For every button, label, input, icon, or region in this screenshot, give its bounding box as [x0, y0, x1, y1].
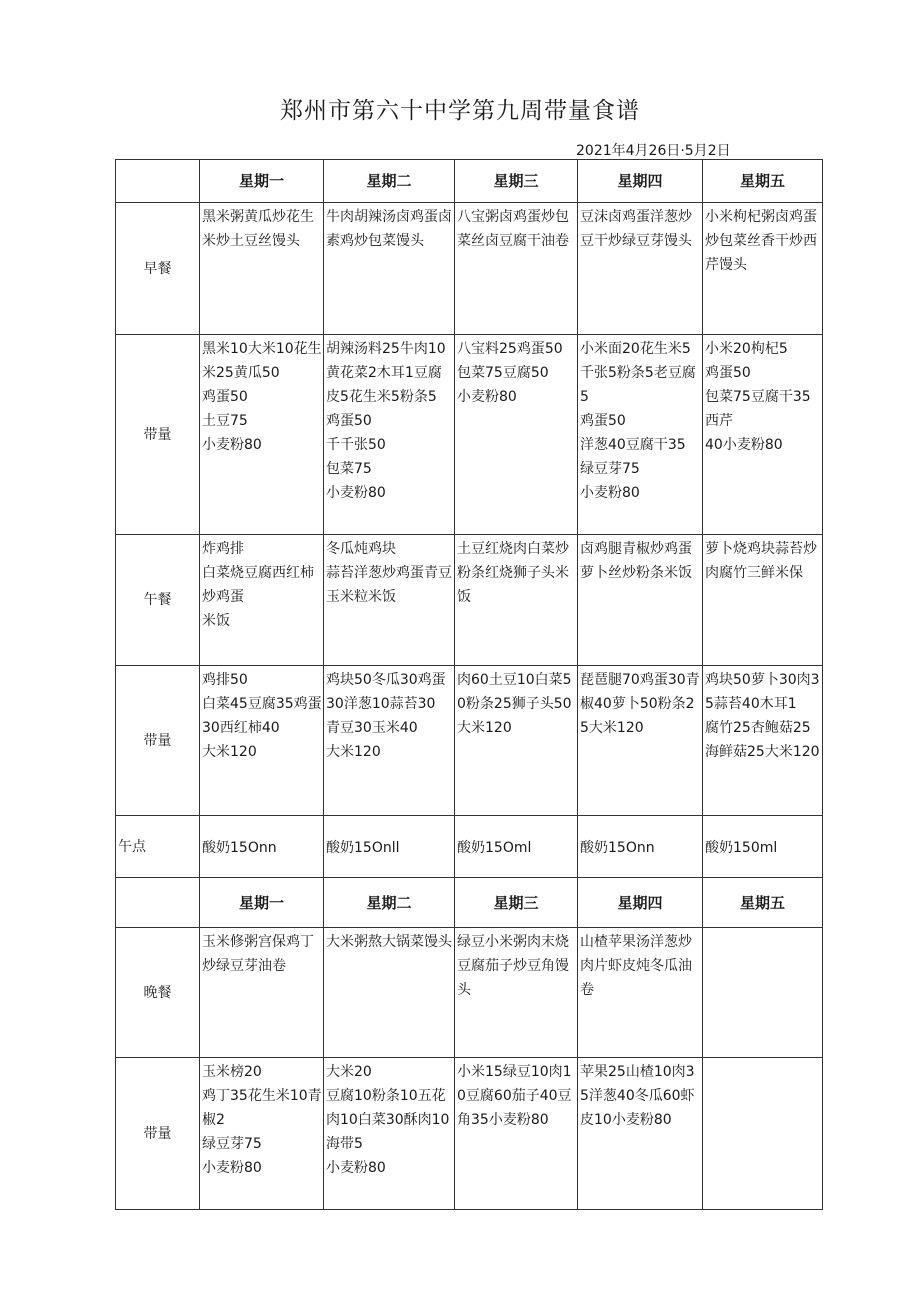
menu-cell-text: 大米120 — [202, 744, 257, 760]
menu-table — [115, 159, 823, 1210]
menu-cell — [703, 535, 823, 666]
menu-cell — [578, 535, 703, 666]
menu-cell — [578, 1058, 703, 1210]
menu-cell-text: 腐竹25杏鲍菇25海鲜菇25大米120 — [705, 720, 820, 760]
row-breakfast — [116, 203, 823, 335]
menu-cell-text: 大米120 — [326, 744, 381, 760]
menu-cell-text: 小麦粉80 — [580, 485, 640, 501]
menu-cell — [703, 335, 823, 535]
menu-cell-text: 鸡块50萝卜30肉35蒜苔40木耳1 — [705, 672, 820, 712]
menu-cell — [324, 666, 455, 816]
menu-cell-text: 玉米修粥宫保鸡丁炒绿豆芽油卷 — [202, 934, 314, 974]
menu-cell-text: 大米20 — [326, 1064, 372, 1080]
menu-cell — [324, 203, 455, 335]
menu-cell-text: 千千张50 — [326, 437, 386, 453]
menu-cell — [455, 928, 578, 1058]
row-lunch — [116, 535, 823, 666]
menu-cell-text: 胡辣汤料25牛肉10黄花菜2木耳1豆腐皮5花生米5粉条5 — [326, 341, 446, 405]
menu-cell — [324, 335, 455, 535]
menu-cell-text: 萝卜烧鸡块蒜苔炒肉腐竹三鲜米保 — [705, 541, 817, 581]
menu-cell — [578, 203, 703, 335]
header-day: 星期五 — [703, 878, 823, 928]
header-day: 星期一 — [200, 160, 324, 203]
header-day: 星期五 — [703, 160, 823, 203]
menu-cell-text: 豆腐10粉条10五花肉10白菜30酥肉10海带5 — [326, 1088, 450, 1152]
menu-cell-text: 40小麦粉80 — [705, 437, 783, 453]
menu-cell-text: 米饭 — [202, 613, 230, 629]
menu-cell-text: 琵琶腿70鸡蛋30青椒40萝卜50粉条25大米120 — [580, 672, 700, 736]
menu-cell-text: 山楂苹果汤洋葱炒肉片虾皮炖冬瓜油卷 — [580, 934, 692, 998]
header-day: 星期三 — [455, 878, 578, 928]
menu-cell — [455, 203, 578, 335]
menu-cell — [200, 203, 324, 335]
menu-cell — [324, 535, 455, 666]
menu-cell-text: 玉米榜20 — [202, 1064, 262, 1080]
row-dinner — [116, 928, 823, 1058]
menu-cell-text: 酸奶15Onn — [202, 839, 277, 856]
row-label: 晚餐 — [116, 928, 200, 1058]
row-label: 早餐 — [116, 203, 200, 335]
page-title: 郑州市第六十中学第九周带量食谱 — [280, 98, 640, 124]
menu-cell-text: 绿豆芽75 — [580, 461, 640, 477]
menu-cell — [578, 335, 703, 535]
menu-cell-text: 小麦粉80 — [202, 437, 262, 453]
menu-cell-text: 鸡蛋50 — [326, 413, 372, 429]
menu-cell — [324, 1058, 455, 1210]
menu-cell — [578, 816, 703, 878]
header-day: 星期四 — [578, 878, 703, 928]
menu-cell — [703, 1058, 823, 1210]
menu-cell — [324, 816, 455, 878]
menu-cell-text: 包菜75 — [326, 461, 372, 477]
row-lunch-qty — [116, 666, 823, 816]
menu-cell-text: 小麦粉80 — [326, 485, 386, 501]
menu-cell — [703, 816, 823, 878]
row-label: 午点 — [116, 816, 200, 878]
row-label: 午餐 — [116, 535, 200, 666]
menu-cell-text: 炸鸡排 — [202, 541, 244, 557]
menu-cell-text: 牛肉胡辣汤卤鸡蛋卤素鸡炒包菜馒头 — [326, 209, 452, 249]
menu-cell-text: 豆沫卤鸡蛋洋葱炒豆干炒绿豆芽馒头 — [580, 209, 692, 249]
menu-cell-text: 酸奶15Onll — [326, 839, 400, 856]
menu-cell-text: 洋葱40豆腐干35 — [580, 437, 686, 453]
menu-cell — [324, 928, 455, 1058]
menu-cell-text: 土豆75 — [202, 413, 248, 429]
header-day: 星期二 — [324, 160, 455, 203]
header-corner — [116, 160, 200, 203]
header-day: 星期一 — [200, 878, 324, 928]
row-label: 带量 — [116, 335, 200, 535]
menu-cell-text: 酸奶15Oml — [457, 839, 532, 856]
menu-cell — [455, 816, 578, 878]
menu-cell-text: 黑米粥黄瓜炒花生米炒土豆丝馒头 — [202, 209, 314, 249]
header-row-1 — [116, 160, 823, 203]
menu-cell — [200, 335, 324, 535]
menu-cell — [703, 666, 823, 816]
row-breakfast-qty — [116, 335, 823, 535]
menu-cell — [578, 928, 703, 1058]
menu-cell-text: 白菜烧豆腐西红柿炒鸡蛋 — [202, 565, 314, 605]
menu-cell-text: 肉60土豆10白菜50粉条25狮子头50大米120 — [457, 672, 572, 736]
menu-cell-text: 八宝粥卤鸡蛋炒包菜丝卤豆腐干油卷 — [457, 209, 569, 249]
menu-cell-text: 鸡块50冬瓜30鸡蛋30洋葱10蒜苔30 — [326, 672, 446, 712]
menu-cell-text: 小麦粉80 — [457, 389, 517, 405]
date-range: 2021年4月26日·5月2日 — [576, 143, 731, 159]
menu-cell — [200, 928, 324, 1058]
menu-cell — [578, 666, 703, 816]
menu-cell — [455, 666, 578, 816]
header-day: 星期二 — [324, 878, 455, 928]
menu-cell-text: 小米15绿豆10肉10豆腐60茄子40豆角35小麦粉80 — [457, 1064, 572, 1128]
menu-cell-text: 青豆30玉米40 — [326, 720, 418, 736]
menu-cell — [703, 928, 823, 1058]
menu-cell-text: 小麦粉80 — [202, 1160, 262, 1176]
menu-cell-text: 酸奶15Onn — [580, 839, 655, 856]
menu-cell-text: 小米20枸杞5 — [705, 341, 788, 357]
menu-cell-text: 大米粥熬大锅菜馒头 — [326, 934, 452, 950]
menu-cell-text: 鸡蛋50 — [580, 413, 626, 429]
menu-cell-text: 绿豆芽75 — [202, 1136, 262, 1152]
menu-cell-text: 绿豆小米粥肉末烧豆腐茄子炒豆角馒头 — [457, 934, 569, 998]
menu-cell — [455, 335, 578, 535]
menu-cell-text: 黑米10大米10花生米25黄瓜50 — [202, 341, 322, 381]
menu-cell-text: 包菜75豆腐干35西芹 — [705, 389, 811, 429]
row-label: 带量 — [116, 1058, 200, 1210]
menu-cell — [455, 535, 578, 666]
menu-cell-text: 冬瓜炖鸡块 — [326, 541, 396, 557]
header-day: 星期三 — [455, 160, 578, 203]
menu-cell — [200, 816, 324, 878]
menu-cell-text: 苹果25山楂10肉35洋葱40冬瓜60虾皮10小麦粉80 — [580, 1064, 695, 1128]
row-snack — [116, 816, 823, 878]
menu-cell-text: 白菜45豆腐35鸡蛋30西红柿40 — [202, 696, 322, 736]
menu-cell — [200, 535, 324, 666]
menu-cell — [200, 1058, 324, 1210]
menu-cell-text: 小米面20花生米5千张5粉条5老豆腐5 — [580, 341, 696, 405]
menu-cell-text: 八宝料25鸡蛋50包菜75豆腐50 — [457, 341, 563, 381]
menu-cell — [703, 203, 823, 335]
menu-cell-text: 小米枸杞粥卤鸡蛋炒包菜丝香干炒西芹馒头 — [705, 209, 817, 273]
menu-cell-text: 鸡蛋50 — [705, 365, 751, 381]
menu-cell — [455, 1058, 578, 1210]
menu-cell-text: 酸奶150ml — [705, 839, 778, 856]
header-row-2 — [116, 878, 823, 928]
menu-cell-text: 土豆红烧肉白菜炒粉条红烧狮子头米饭 — [457, 541, 569, 605]
menu-cell-text: 鸡排50 — [202, 672, 248, 688]
menu-cell-text: 鸡丁35花生米10青椒2 — [202, 1088, 322, 1128]
menu-cell — [200, 666, 324, 816]
menu-cell-text: 卤鸡腿青椒炒鸡蛋萝卜丝炒粉条米饭 — [580, 541, 692, 581]
row-dinner-qty — [116, 1058, 823, 1210]
menu-cell-text: 小麦粉80 — [326, 1160, 386, 1176]
header-day: 星期四 — [578, 160, 703, 203]
row-label: 带量 — [116, 666, 200, 816]
menu-cell-text: 鸡蛋50 — [202, 389, 248, 405]
header-corner — [116, 878, 200, 928]
menu-cell-text: 蒜苔洋葱炒鸡蛋青豆玉米粒米饭 — [326, 565, 452, 605]
